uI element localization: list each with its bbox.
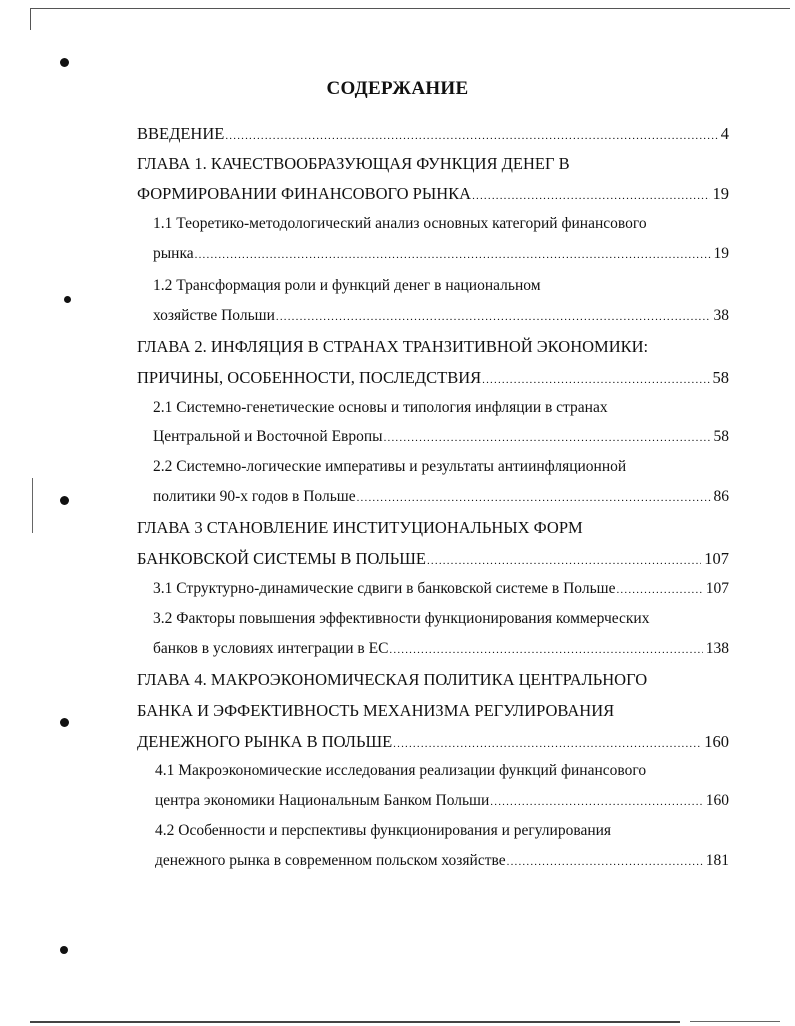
toc-entry-title: 2.1 Системно-генетические основы и типология инфляции в странах [153,399,608,416]
toc-chapter-4-line-1[interactable] [137,670,729,690]
toc-entry-title: ГЛАВА 4. МАКРОЭКОНОМИЧЕСКАЯ ПОЛИТИКА ЦЕНТРАЛЬНОГО [137,670,648,689]
toc-entry-title: 3.2 Факторы повышения эффективности функционирования коммерческих [153,610,650,627]
toc-section-1-2-line-2[interactable] [153,307,729,325]
toc-entry-title: рынка [153,245,194,262]
toc-page-number: 138 [705,640,729,657]
dot-leader [357,492,711,504]
toc-section-3-2-line-1[interactable] [153,610,729,628]
toc-entry-title: ГЛАВА 1. КАЧЕСТВООБРАЗУЮЩАЯ ФУНКЦИЯ ДЕНЕГ В [137,154,570,173]
toc-entry-title: 4.2 Особенности и перспективы функционирования и регулирования [155,822,612,839]
dot-leader [393,738,701,750]
toc-chapter-2-line-1[interactable] [137,337,729,357]
toc-entry-title: ПРИЧИНЫ, ОСОБЕННОСТИ, ПОСЛЕДСТВИЯ [137,368,482,387]
dot-leader [472,190,709,202]
toc-chapter-1-line-1[interactable] [137,154,729,174]
toc-page-number: 181 [705,852,729,869]
toc-section-1-2-line-1[interactable] [153,277,729,295]
toc-entry-title: Центральной и Восточной Европы [153,428,383,445]
toc-section-3-1[interactable] [153,580,729,598]
toc-section-2-2-line-2[interactable] [153,488,729,506]
scan-border-bottom-tail [690,1021,780,1022]
toc-section-4-1-line-2[interactable] [155,792,729,810]
toc-section-2-1-line-2[interactable] [153,428,729,446]
toc-chapter-2-line-2[interactable] [137,368,729,388]
dot-leader [507,856,703,868]
toc-entry-title: ГЛАВА 3 СТАНОВЛЕНИЕ ИНСТИТУЦИОНАЛЬНЫХ ФОРМ [137,518,583,537]
punch-hole-dot [60,496,69,505]
toc-page-number: 58 [712,368,729,387]
toc-entry-title: политики 90-х годов в Польше [153,488,356,505]
toc-entry-title: ВВЕДЕНИЕ [137,124,225,143]
toc-chapter-3-line-2[interactable] [137,549,729,569]
toc-entry-title: банков в условиях интеграции в ЕС [153,640,389,657]
toc-section-2-2-line-1[interactable] [153,458,729,476]
dot-leader [482,374,709,386]
dot-leader [384,432,711,444]
toc-page-number: 58 [713,428,729,445]
toc-entry-title: ГЛАВА 2. ИНФЛЯЦИЯ В СТРАНАХ ТРАНЗИТИВНОЙ ЭКОНОМИКИ: [137,337,649,356]
dot-leader [490,796,702,808]
toc-page-number: 160 [704,732,729,751]
toc-section-1-1-line-2[interactable] [153,245,729,263]
dot-leader [389,644,702,656]
toc-entry-title: центра экономики Национальным Банком Польши [155,792,490,809]
punch-hole-dot [60,718,69,727]
punch-hole-dot [60,58,69,67]
toc-section-1-1-line-1[interactable] [153,215,729,233]
scan-border-bottom [30,1021,680,1023]
toc-page-number: 107 [704,549,729,568]
toc-entry-title: 1.2 Трансформация роли и функций денег в национальном [153,277,541,294]
dot-leader [427,555,701,567]
punch-hole-dot [60,946,68,954]
toc-entry-title: 4.1 Макроэкономические исследования реализации функций финансового [155,762,647,779]
dot-leader [276,311,711,323]
dot-leader [225,130,717,142]
toc-entry-title: 2.2 Системно-логические императивы и результаты антиинфляционной [153,458,627,475]
toc-chapter-4-line-3[interactable] [137,732,729,752]
toc-chapter-3-line-1[interactable] [137,518,729,538]
toc-entry-title: ФОРМИРОВАНИИ ФИНАНСОВОГО РЫНКА [137,184,472,203]
toc-entry-title: БАНКА И ЭФФЕКТИВНОСТЬ МЕХАНИЗМА РЕГУЛИРОВАНИЯ [137,701,615,720]
toc-entry-title: ДЕНЕЖНОГО РЫНКА В ПОЛЬШЕ [137,732,393,751]
toc-chapter-4-line-2[interactable] [137,701,729,721]
toc-entry-title: хозяйстве Польши [153,307,275,324]
toc-section-2-1-line-1[interactable] [153,399,729,417]
toc-entry-title: 1.1 Теоретико-методологический анализ основных категорий финансового [153,215,647,232]
toc-page-number: 160 [705,792,729,809]
toc-entry-title: 3.1 Структурно-динамические сдвиги в банковской системе в Польше [153,580,616,597]
toc-page-number: 4 [720,124,729,143]
toc-section-3-2-line-2[interactable] [153,640,729,658]
toc-page-number: 107 [705,580,729,597]
toc-page-number: 38 [713,307,729,324]
toc-page-number: 19 [713,245,729,262]
dot-leader [616,584,702,596]
toc-entry-title: БАНКОВСКОЙ СИСТЕМЫ В ПОЛЬШЕ [137,549,426,568]
toc-page-number: 19 [712,184,729,203]
toc-entry-intro[interactable] [137,124,729,144]
toc-chapter-1-line-2[interactable] [137,184,729,204]
scan-border-left [30,8,31,30]
toc-section-4-2-line-2[interactable] [155,852,729,870]
toc-entry-title: денежного рынка в современном польском хозяйстве [155,852,506,869]
punch-hole-dot [64,296,71,303]
scan-mark-left [32,478,33,533]
scan-border-top [30,8,790,9]
page-title: СОДЕРЖАНИЕ [326,78,469,99]
dot-leader [195,249,711,261]
toc-section-4-2-line-1[interactable] [155,822,729,840]
toc-section-4-1-line-1[interactable] [155,762,729,780]
toc-page-number: 86 [713,488,729,505]
